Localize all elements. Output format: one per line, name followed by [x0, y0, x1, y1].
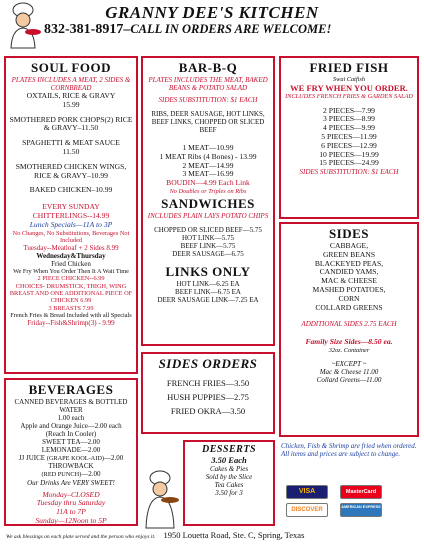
link-item: BEEF LINK—6.75 EA [175, 288, 241, 297]
menu-item: OXTAILS, RICE & GRAVY 15.99 [26, 91, 116, 109]
side-item: MASHED POTATOES, [312, 284, 386, 294]
side-item: GREEN BEANS [322, 249, 376, 259]
lemonade: LEMONADE—2.00 [41, 446, 101, 454]
beverages-section [4, 378, 138, 526]
restaurant-title: GRANNY DEE'S KITCHEN [105, 3, 319, 22]
side-order-item: FRENCH FRIES—3.50 [166, 378, 250, 388]
fish-item: 10 PIECES—19.99 [319, 149, 379, 159]
fries-note: French Fries & Bread Included with all Specials [10, 311, 132, 319]
sweet-tea: SWEET TEA—2.00 [42, 438, 100, 446]
visa-icon: VISA [286, 485, 328, 499]
side-orders-title: SIDES ORDERS [158, 356, 258, 371]
apple-juice: Apple and Orange Juice—2.00 each [20, 422, 122, 430]
bbq-plate: 1 MEAT—10.99 [182, 143, 234, 152]
we-fry-note: WE FRY WHEN YOU ORDER. [290, 83, 408, 94]
canned-beverages: CANNED BEVERAGES & BOTTLED WATER [14, 398, 128, 414]
canned-price: 1.00 each [57, 414, 85, 422]
menu-item: SPAGHETTI & MEAT SAUCE 11.50 [22, 138, 120, 156]
bbq-section [141, 56, 275, 346]
desserts-section [183, 440, 275, 526]
dessert-line: Sold by the Slice [205, 473, 253, 481]
bbq-title: BAR-B-Q [178, 60, 238, 75]
link-item: HOT LINK—6.25 EA [176, 280, 240, 289]
credit-cards [280, 479, 420, 523]
chef-icon [4, 2, 42, 50]
call-in-tagline: CALL IN ORDERS ARE WELCOME! [130, 22, 332, 36]
side-item: CANDIED YAMS, [319, 267, 379, 277]
fried-fish-section [279, 56, 419, 219]
container-size: 32oz. Container [328, 347, 370, 355]
chitterlings: CHITTERLINGS--14.99 [32, 210, 110, 220]
bbq-substitution: SIDES SUBSTITUTION: $1 EACH [158, 96, 258, 104]
fish-substitution: SIDES SUBSTITUTION: $1 EACH [299, 168, 399, 177]
notice [281, 442, 421, 458]
side-item: BLACKEYED PEAS, [314, 258, 384, 268]
dessert-line: Tea Cakes [214, 481, 244, 489]
boudin: BOUDIN—4.99 Each Link [166, 178, 250, 188]
chef-desserts-icon [140, 470, 180, 530]
drinks-sweet-note: Our Drinks Are VERY SWEET! [27, 478, 115, 487]
collard-family: Collard Greens—11.00 [316, 376, 382, 385]
fish-item: 5 PIECES—11.99 [321, 131, 377, 141]
sides-title: SIDES [328, 226, 370, 241]
sandwiches-includes: INCLUDES PLAIN LAYS POTATO CHIPS [147, 212, 269, 221]
hours-tue-sat: Tuesday thru Saturday [36, 498, 106, 508]
bbq-includes: PLATES INCLUDES THE MEAT, BAKED BEANS & POTATO SALAD [148, 76, 268, 92]
throwback: THROWBACK [48, 462, 94, 471]
lunch-specials: Lunch Specials—11A to 3P [29, 219, 113, 229]
hours-tue-sat-time: 11A to 7P [56, 507, 86, 517]
footer [0, 530, 424, 540]
dessert-line: 3.50 for 3 [215, 489, 243, 497]
fish-item: 4 PIECES—9.99 [323, 123, 375, 133]
sides-section [279, 222, 419, 437]
bbq-plate: 3 MEAT—16.99 [182, 169, 234, 179]
wed-thu-special: Wednesday&Thursday [36, 252, 106, 261]
fish-item: 2 PIECES—7.99 [323, 105, 375, 115]
hours-sunday: Sunday—12Noon to 5P [35, 515, 107, 525]
soul-food-section [4, 56, 138, 374]
side-order-item: FRIED OKRA—3.50 [170, 406, 246, 416]
amex-icon: AMERICAN EXPRESS [340, 503, 382, 517]
soul-food-title: SOUL FOOD [31, 60, 111, 75]
reach-in: (Reach In Cooler) [45, 430, 97, 438]
fried-notice: Chicken, Fish & Shrimp are fried when ordered. [281, 442, 417, 450]
phone-number[interactable]: 832-381-8917 [44, 22, 124, 37]
two-piece-chicken: 2 PIECE CHICKEN--6.99 [37, 275, 105, 283]
sandwich-item: CHOPPED OR SLICED BEEF—5.75 [154, 226, 262, 235]
bbq-plate: 2 MEAT—14.99 [182, 160, 234, 170]
menu-item: SMOTHERED PORK CHOPS(2) RICE & GRAVY–11.50 [9, 114, 133, 133]
blessing-tagline: We ask blessings on each plate served and the person who enjoys it. [6, 534, 156, 540]
address[interactable]: 1950 Louetta Road, Ste. C, Spring, Texas [163, 530, 305, 540]
sandwiches-title: SANDWICHES [161, 196, 255, 212]
sandwich-item: DEER SAUSAGE—6.75 [172, 250, 244, 259]
red-punch: (RED PUNCH)—2.00 [41, 470, 101, 479]
menu-item: SMOTHERED CHICKEN WINGS, RICE & GRAVY–10.99 [15, 161, 127, 180]
side-item: MAC & CHEESE [321, 276, 377, 286]
side-item: CORN [338, 293, 360, 303]
bbq-meats: RIBS, DEER SAUSAGE, HOT LINKS, BEEF LINKS, CHOPPED OR SLICED BEEF [151, 110, 265, 134]
chicken-choices: CHOICES- DRUMSTICK, THIGH, WING BREAST AND ONE ADDITIONAL PIECE OF CHICKEN 6.99 [9, 282, 133, 305]
menu-item: BAKED CHICKEN–10.99 [29, 185, 113, 195]
except-label: ~EXCEPT ~ [331, 360, 367, 369]
jj-juice: JJ JUICE (GRAPE KOOL-AID)—2.00 [18, 454, 124, 462]
fish-item: 3 PIECES—8.99 [323, 114, 375, 124]
sandwich-item: HOT LINK—5.75 [182, 234, 234, 243]
side-orders-section [141, 352, 275, 434]
boudin-note: No Doubles or Triples on Ribs [169, 187, 247, 195]
sunday-special: EVERY SUNDAY [42, 202, 100, 212]
dessert-line: Cakes & Pies [209, 465, 249, 473]
side-item: CABBAGE, [329, 241, 369, 250]
mastercard-icon: MasterCard [340, 485, 382, 499]
links-only-title: LINKS ONLY [165, 264, 251, 280]
side-item: COLLARD GREENS [315, 302, 383, 312]
additional-sides: ADDITIONAL SIDES 2.75 EACH [301, 320, 397, 329]
fish-item: 15 PIECES—24.99 [319, 158, 379, 168]
three-breasts: 3 BREASTS 7.99 [48, 304, 94, 312]
family-size: Family Size Sides—8.50 ea. [305, 337, 393, 347]
fish-includes: INCLUDES FRENCH FRIES & GARDEN SALAD [285, 93, 413, 101]
link-item: DEER SAUSAGE LINK—7.25 EA [157, 296, 259, 305]
fried-chicken-label: Fried Chicken [51, 260, 91, 269]
fried-fish-title: FRIED FISH [309, 60, 389, 75]
desserts-price: 3.50 Each [211, 455, 247, 465]
side-order-item: HUSH PUPPIES—2.75 [167, 392, 249, 402]
sandwich-item: BEEF LINK—5.75 [180, 242, 236, 251]
tuesday-special: Tuesday--Meatloaf + 2 Sides 8.99 [23, 244, 119, 253]
bbq-plate: 1 MEAT Ribs (4 Bones) - 13.99 [159, 151, 257, 161]
lunch-note: No Changes, No Substitutions, Beverages Not Included [12, 229, 130, 244]
fish-item: 6 PIECES—12.99 [321, 140, 377, 150]
mac-cheese-family: Mac & Cheese 11.00 [319, 368, 379, 377]
fish-type: Swai Catfish [332, 76, 366, 83]
beverages-title: BEVERAGES [28, 382, 114, 397]
desserts-title: DESSERTS [201, 444, 257, 455]
friday-special: Friday--Fish&Shrimp(3) - 9.99 [27, 319, 115, 328]
phone-line: 832-381-8917–CALL IN ORDERS ARE WELCOME! [44, 22, 332, 37]
soul-food-includes: PLATES INCLUDES A MEAT, 2 SIDES & CORNBREAD [11, 76, 131, 92]
hours-monday: Monday–CLOSED [42, 489, 100, 499]
discover-icon: DISCOVER [286, 503, 328, 517]
prices-notice: All items and prices are subject to change. [281, 450, 401, 458]
fried-note: We Fry When You Order Then It A Wait Time [13, 268, 129, 276]
